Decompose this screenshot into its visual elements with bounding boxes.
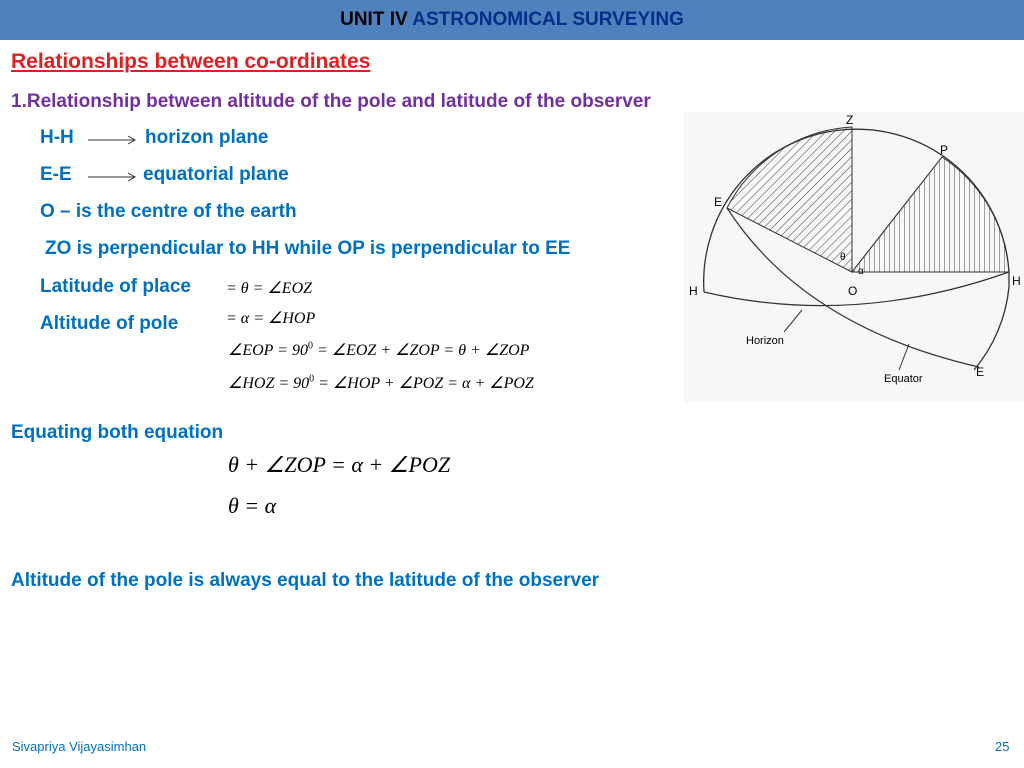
ee-label: E-E (40, 164, 72, 185)
author-name: Sivapriya Vijayasimhan (12, 739, 147, 754)
subject-label: ASTRONOMICAL SURVEYING (412, 9, 684, 30)
equating-label: Equating both equation (11, 422, 224, 443)
label-z: Z (846, 113, 854, 127)
equator-label: Equator (884, 373, 923, 385)
hoz-equation: ∠HOZ = $90^0$ = ∠HOP + ∠POZ = α + ∠POZ (228, 373, 534, 392)
eop-equation: ∠EOP = $90^0$ = ∠EOZ + ∠ZOP = θ + ∠ZOP (228, 340, 530, 359)
combined-equation: θ + ∠ZOP = α + ∠POZ (228, 452, 451, 477)
perpendicular-line: ZO is perpendicular to HH while OP is perpendicular to EE (45, 238, 571, 259)
label-o: O (848, 284, 858, 298)
label-theta: θ (840, 252, 846, 263)
horizon-pointer (784, 310, 802, 332)
unit-label: UNIT IV (340, 9, 408, 30)
latitude-equation: = θ = ∠EOZ (226, 280, 313, 297)
label-h-right: H (1012, 274, 1021, 288)
label-e-top: E (714, 195, 723, 209)
hh-label: H-H (40, 127, 74, 148)
hh-description: horizon plane (145, 127, 269, 148)
hatched-sector-poh (852, 157, 1009, 272)
arrow-right-icon (88, 170, 138, 184)
label-h-left: H (689, 284, 698, 298)
subheading: 1.Relationship between altitude of the pole and latitude of the observer (11, 91, 651, 112)
altitude-label: Altitude of pole (40, 313, 179, 334)
slide-header (0, 0, 1024, 40)
hatched-sector-zoe (727, 127, 852, 272)
page-number: 25 (995, 739, 1010, 754)
horizon-label: Horizon (746, 335, 784, 347)
label-e-bottom: E (976, 365, 985, 379)
slide-title: Relationships between co-ordinates (11, 50, 371, 73)
conclusion: Altitude of the pole is always equal to the latitude of the observer (11, 570, 600, 591)
label-alpha: α (858, 266, 864, 277)
latitude-label: Latitude of place (40, 276, 191, 297)
altitude-equation: = α = ∠HOP (226, 310, 316, 327)
ee-description: equatorial plane (143, 164, 289, 185)
arrow-right-icon (88, 133, 138, 147)
centre-line: O – is the centre of the earth (40, 201, 297, 222)
celestial-diagram (684, 112, 1024, 402)
equator-pointer (899, 344, 909, 370)
label-p: P (940, 143, 949, 157)
result-equation: θ = α (228, 493, 277, 518)
